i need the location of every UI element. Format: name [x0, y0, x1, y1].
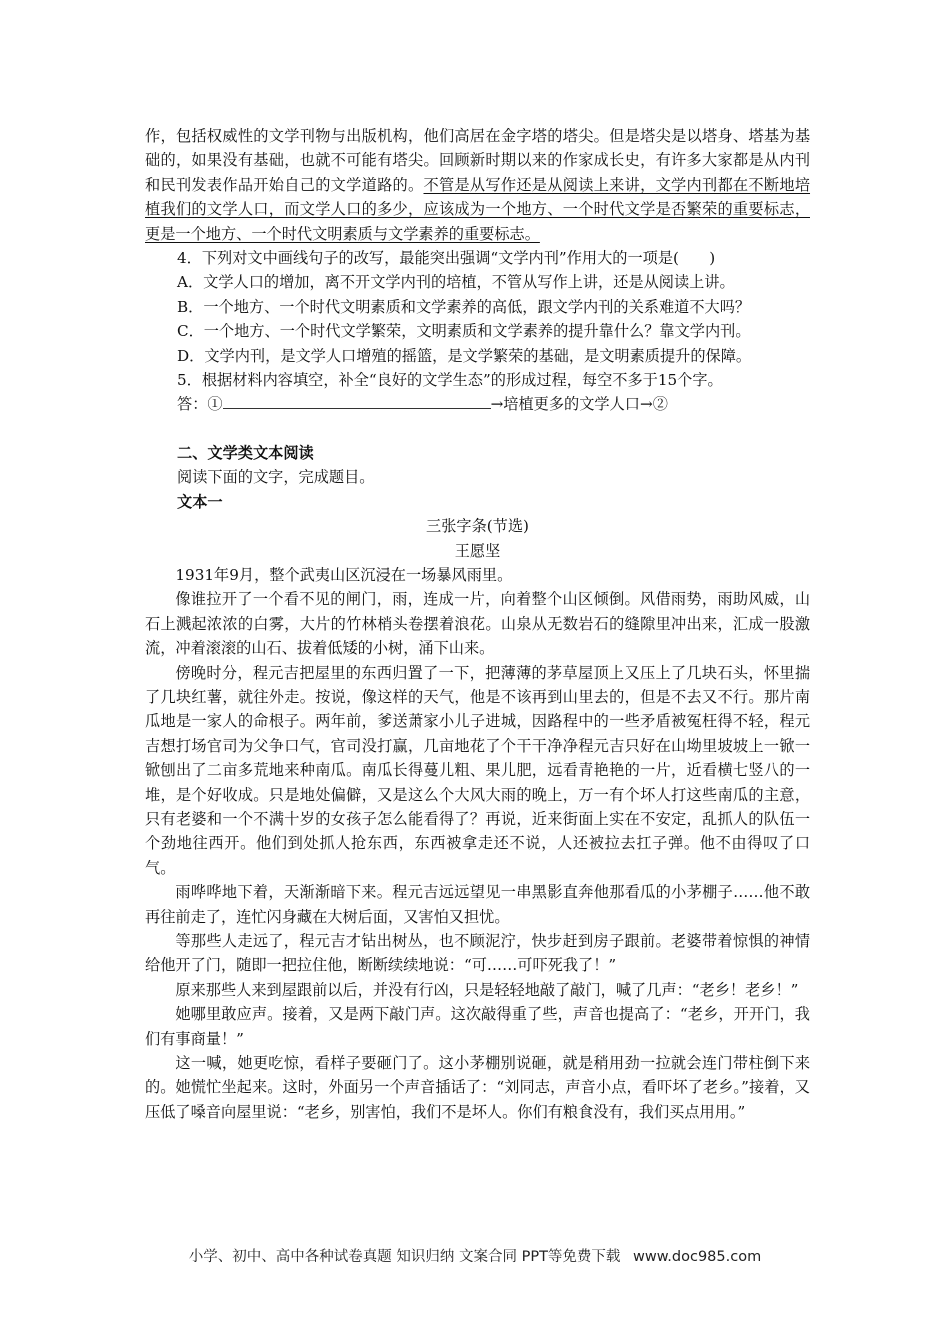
question-4-option-b: B．一个地方、一个时代文明素质和文学素养的高低，跟文学内刊的关系难道不大吗？ [177, 297, 751, 316]
story-paragraph: 雨哗哗地下着，天渐渐暗下来。程元吉远远望见一串黑影直奔他那看瓜的小茅棚子……他不敢再往前走了，连忙闪身藏在大树后面，又害怕又担忧。 [145, 883, 810, 926]
answer-prefix: 答：① [177, 395, 223, 414]
story-paragraph: 傍晚时分，程元吉把屋里的东西归置了一下，把薄薄的茅草屋顶上又压上了几块石头，怀里揣了几块红薯，就往外走。按说，像这样的天气，他是不该再到山里去的，但是不去又不行。那片南瓜地是一家人的命根子。两年前，爹送萧家小儿子进城，因路程中的一些矛盾被冤枉得不轻，程元吉想打场官司为父争口气，官司没打赢，几亩地花了个干干净净程元吉只好在山坳里坡坡上一锨一锨刨出了二亩多荒地来种南瓜。南瓜长得蔓儿粗、果儿肥，远看青艳艳的一片，近看横七竖八的一堆，是个好收成。只是地处偏僻，又是这么个大风大雨的晚上，万一有个坏人打这些南瓜的主意，只有老婆和一个不满十岁的女孩子怎么能看得了？再说，近来街面上实在不安定，乱抓人的队伍一个劲地往西开。他们到处抓人抢东西，东西被拿走还不说，人还被拉去扛子弹。他不由得叹了口气。 [145, 663, 810, 877]
footer-site-link[interactable]: www.doc985.com [633, 1249, 762, 1265]
answer-blank-1[interactable] [223, 394, 491, 409]
answer-suffix: →培植更多的文学人口→② [490, 395, 668, 414]
document-body [145, 124, 810, 1124]
story-paragraph: 这一喊，她更吃惊，看样子要砸门了。这小茅棚别说砸，就是稍用劲一拉就会连门带柱倒下来的。她慌忙坐起来。这时，外面另一个声音插话了：“刘同志，声音小点，看吓坏了老乡。”接着，又压低了嗓音向屋里说：“老乡，别害怕，我们不是坏人。你们有粮食没有，我们买点用用。” [145, 1054, 810, 1121]
section-heading: 二、文学类文本阅读 [177, 443, 314, 462]
question-4-option-c: C．一个地方、一个时代文学繁荣，文明素质和文学素养的提升靠什么？靠文学内刊。 [177, 322, 751, 341]
question-4-option-a: A．文学人口的增加，离不开文学内刊的培植，不管从写作上讲，还是从阅读上讲。 [177, 273, 735, 292]
passage-top [145, 124, 810, 246]
story-paragraph: 像谁拉开了一个看不见的闸门，雨，连成一片，向着整个山区倾倒。风借雨势，雨助风威，山石上溅起浓浓的白雾，大片的竹林梢头卷摆着浪花。山泉从无数岩石的缝隙里冲出来，汇成一股激流，冲着滚滚的山石、拔着低矮的小树，涌下山来。 [145, 590, 810, 658]
section-instruction: 阅读下面的文字，完成题目。 [177, 468, 375, 487]
page-footer [0, 1245, 950, 1266]
underlined-sentence: 不管是从写作还是从阅读上来讲，文学内刊都在不断地培植我们的文学人口，而文学人口的多少，应该成为一个地方、一个时代文学是否繁荣的重要标志，更是一个地方、一个时代文明素质与文学素养的重要标志。 [145, 175, 811, 243]
story-paragraph: 原来那些人来到屋跟前以后，并没有行凶，只是轻轻地敲了敲门，喊了几声：“老乡！老乡！” [175, 980, 799, 999]
story-paragraph: 她哪里敢应声。接着，又是两下敲门声。这次敲得重了些，声音也提高了：“老乡，开开门，我们有事商量！” [145, 1005, 810, 1048]
passage-plain-text: 作，包括权威性的文学刊物与出版机构，他们高居在金字塔的塔尖。但是塔尖是以塔身、塔基为基础的，如果没有基础，也就不可能有塔尖。回顾新时期以来的作家成长史，有许多大家都是从内刊和民刊发表作品开始自己的文学道路的。 [145, 127, 810, 194]
story-paragraph: 等那些人走远了，程元吉才钻出树丛，也不顾泥泞，快步赶到房子跟前。老婆带着惊惧的神情给他开了门，随即一把拉住他，断断续续地说：“可……可吓死我了！” [145, 932, 810, 975]
story-paragraph: 1931年9月，整个武夷山区沉浸在一场暴风雨里。 [175, 565, 513, 584]
footer-text: 小学、初中、高中各种试卷真题 知识归纳 文案合同 PPT等免费下载 [188, 1249, 621, 1265]
story-title: 三张字条(节选) [426, 517, 529, 536]
text-label: 文本一 [177, 492, 223, 511]
question-4-stem: 4．下列对文中画线句子的改写，最能突出强调“文学内刊”作用大的一项是( ) [177, 249, 716, 268]
story-author: 王愿坚 [454, 541, 501, 560]
question-5-stem: 5．根据材料内容填空，补全“良好的文学生态”的形成过程，每空不多于15个字。 [177, 371, 723, 390]
question-4-option-d: D．文学内刊，是文学人口增殖的摇篮，是文学繁荣的基础，是文明素质提升的保障。 [177, 346, 752, 365]
question-5-answer [145, 392, 810, 416]
